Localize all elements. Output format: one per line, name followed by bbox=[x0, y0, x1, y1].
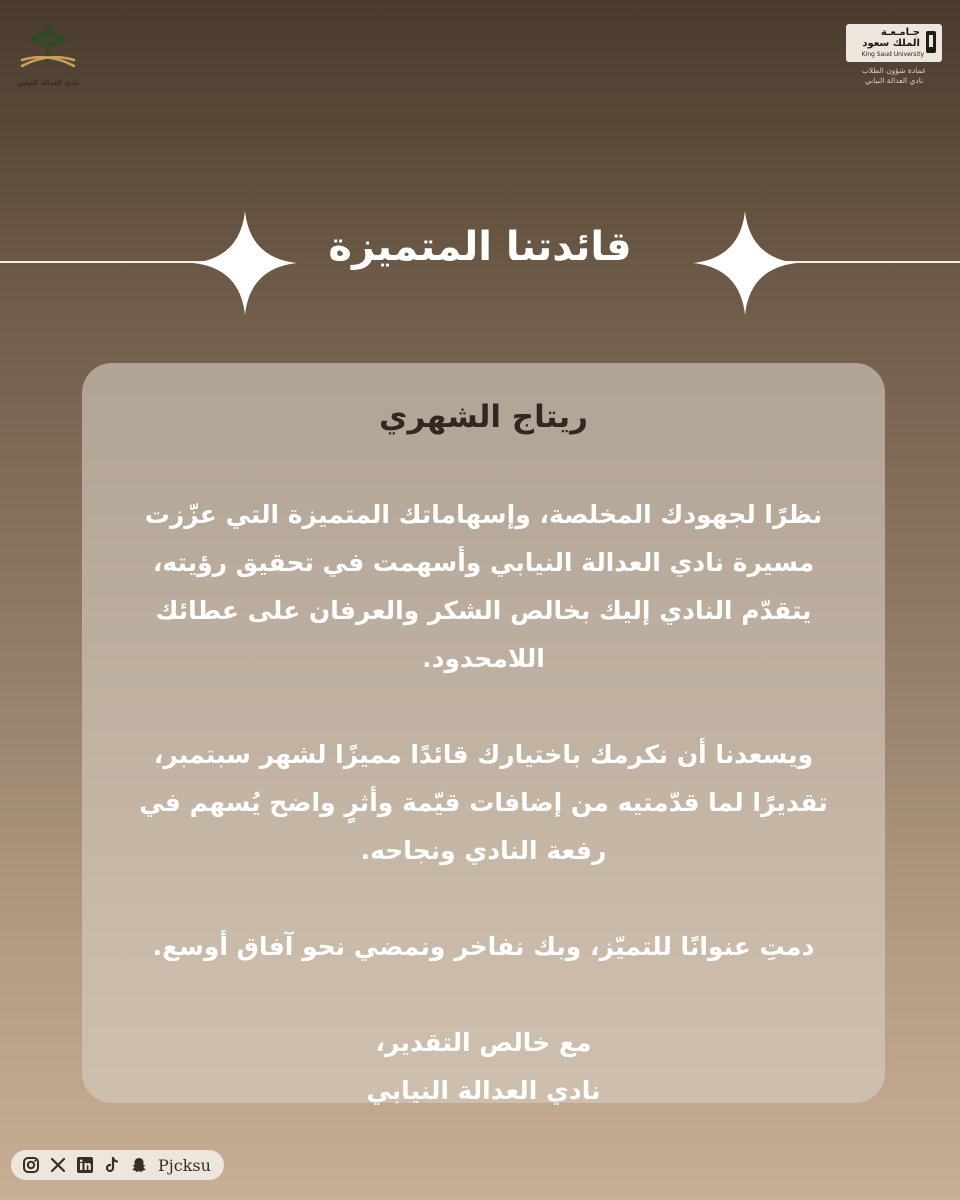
paragraph-2: ويسعدنا أن نكرمك باختيارك قائدًا مميزًا لشهر سبتمبر، تقديرًا لما قدّمتيه من إضافات قيّمة وأثرٍ واضح يُسهم في رفعة النادي ونجاحه. bbox=[139, 740, 828, 865]
university-name-ar bbox=[862, 27, 920, 49]
university-seal-icon bbox=[924, 29, 938, 55]
social-handle[interactable]: Pjcksu bbox=[158, 1155, 211, 1175]
university-name-line2: الملك سعود bbox=[862, 38, 920, 49]
tiktok-icon[interactable] bbox=[102, 1155, 122, 1175]
club-logo-left bbox=[10, 22, 86, 98]
message-card bbox=[82, 363, 885, 1103]
linkedin-icon[interactable] bbox=[75, 1155, 95, 1175]
paragraph-1: نظرًا لجهودك المخلصة، وإسهاماتك المتميزة التي عزّزت مسيرة نادي العدالة النيابي وأسهمت في تحقيق رؤيته، يتقدّم النادي إليك بخالص الشكر والعرفان على عطائك اللامحدود. bbox=[144, 500, 823, 673]
closing-line-1: مع خالص التقدير، bbox=[375, 1028, 592, 1057]
snapchat-icon[interactable] bbox=[129, 1155, 149, 1175]
university-name-line1: جـامـعـة bbox=[880, 27, 920, 38]
sparkle-icon bbox=[692, 210, 798, 316]
honoree-name: ريتاج الشهري bbox=[379, 399, 588, 435]
closing-line-2: نادي العدالة النيابي bbox=[366, 1076, 601, 1105]
university-name-en: King Saud University bbox=[861, 51, 924, 58]
instagram-icon[interactable] bbox=[21, 1155, 41, 1175]
club-label: نادي العدالة النيابي bbox=[864, 76, 924, 85]
message-body bbox=[122, 491, 845, 1115]
paragraph-3: دمتِ عنوانًا للتميّز، وبك نفاخر ونمضي نحو آفاق أوسع. bbox=[152, 932, 815, 961]
x-icon[interactable] bbox=[48, 1155, 68, 1175]
social-bar bbox=[11, 1150, 224, 1180]
palm-swords-icon bbox=[10, 22, 86, 78]
page-title: قائدتنا المتميزة bbox=[328, 224, 632, 270]
university-logo bbox=[842, 24, 942, 84]
club-logo-caption: نادي العدالة النيابي bbox=[16, 78, 80, 87]
deanship-label: عمادة شؤون الطلاب bbox=[861, 66, 927, 75]
